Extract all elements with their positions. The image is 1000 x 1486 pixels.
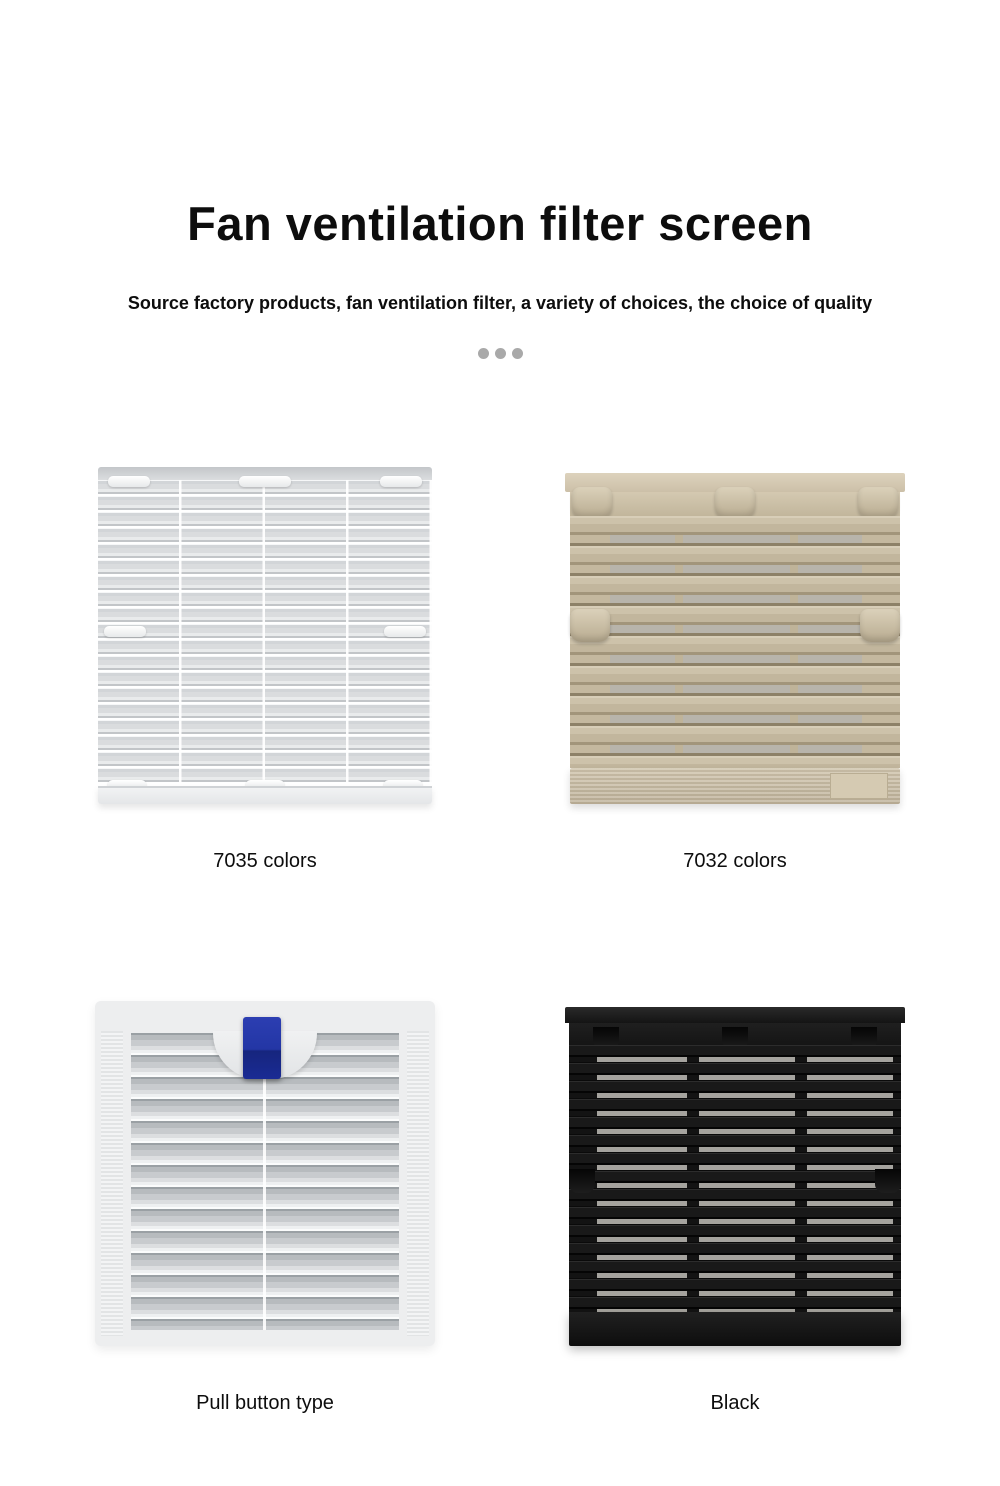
filter-base [569, 1312, 901, 1346]
product-label-black: Black [710, 1392, 760, 1414]
page-subtitle: Source factory products, fan ventilation filter, a variety of choices, the choice of quality [127, 293, 873, 313]
filter-top-cap [565, 1007, 905, 1023]
filter-louver-slats [98, 480, 432, 784]
product-label-7032: 7032 colors [683, 850, 787, 872]
mounting-peg [572, 487, 612, 518]
blue-pull-button [243, 1017, 281, 1079]
product-image-7035-light-gray-filter [95, 459, 435, 804]
product-card-black [565, 1001, 905, 1415]
product-card-pull-button [95, 1001, 435, 1415]
mounting-peg [858, 487, 898, 518]
clip-tab [104, 626, 146, 637]
mounting-peg [715, 487, 755, 518]
carousel-dot-icon [478, 348, 489, 359]
mounting-peg [860, 609, 900, 642]
product-card-7032 [565, 459, 905, 873]
mounting-peg [569, 1169, 595, 1193]
clip-tab [384, 626, 426, 637]
clip-tab [380, 476, 422, 487]
frame-ridge-right [407, 1031, 429, 1336]
product-label-7035: 7035 colors [213, 850, 317, 872]
product-card-7035 [95, 459, 435, 873]
filter-base [98, 786, 432, 804]
filter-base [570, 768, 900, 804]
page-title: Fan ventilation filter screen [187, 197, 813, 250]
carousel-dots [0, 348, 1000, 359]
carousel-dot-icon [512, 348, 523, 359]
filter-base-panel [830, 773, 888, 799]
carousel-dot-icon [495, 348, 506, 359]
product-image-pull-button-filter [95, 1001, 435, 1346]
filter-louver-slats [569, 1045, 901, 1312]
product-image-7032-beige-filter [565, 459, 905, 804]
product-label-pull-button: Pull button type [196, 1392, 334, 1414]
product-image-black-filter [565, 1001, 905, 1346]
clip-tab [108, 476, 150, 487]
filter-louver-slats [570, 516, 900, 768]
frame-ridge-left [101, 1031, 123, 1336]
mounting-peg [875, 1169, 901, 1193]
mounting-peg [570, 609, 610, 642]
clip-tab [239, 476, 291, 487]
product-grid [0, 459, 1000, 1415]
